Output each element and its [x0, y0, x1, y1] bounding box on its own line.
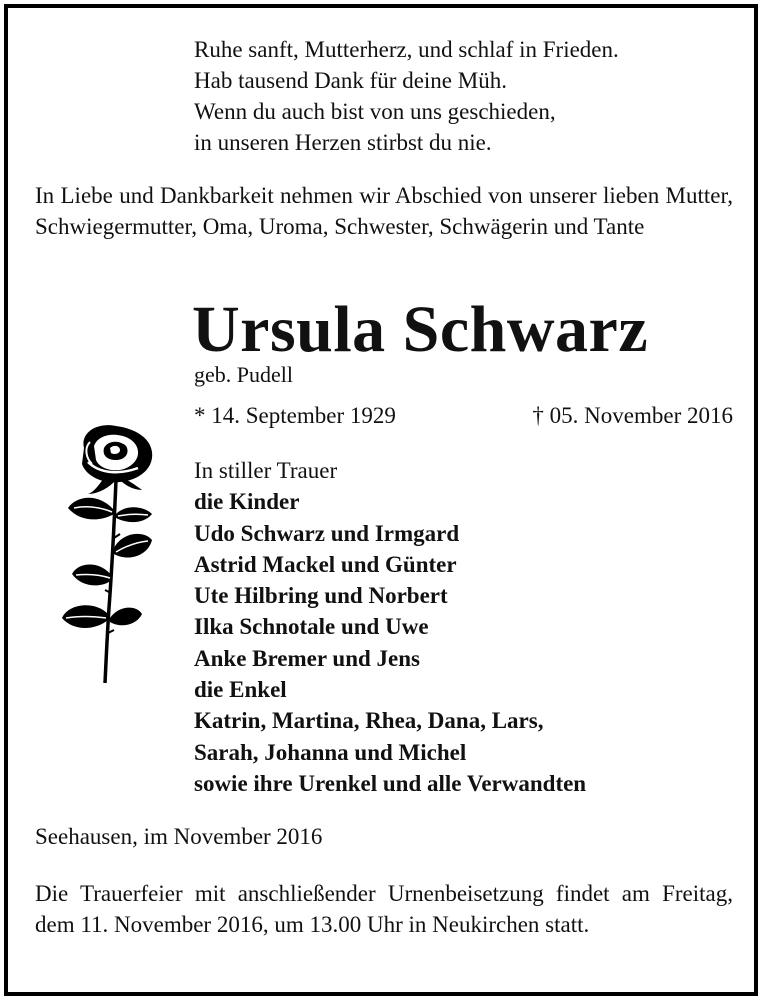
mourner-line: Sarah, Johanna und Michel: [194, 739, 467, 765]
mourner-line: Katrin, Martina, Rhea, Dana, Lars,: [194, 708, 544, 734]
ceremony-text: Die Trauerfeier mit anschließender Urnenbeisetzung findet am Freitag, dem 11. November 2016, um 13.00 Uhr in Neukirchen statt.: [35, 881, 733, 937]
obituary-notice: [4, 4, 758, 996]
intro-text: In Liebe und Dankbarkeit nehmen wir Abschied von unserer lieben Mutter, Schwiegermutter, Oma, Uroma, Schwester, Schwägerin und Tante: [35, 183, 733, 239]
place-date: Seehausen, im November 2016: [35, 824, 323, 849]
rose-icon: [54, 418, 154, 688]
maiden-name: geb. Pudell: [194, 362, 293, 387]
deceased-name: Ursula Schwarz: [192, 293, 649, 366]
mourner-line: Ute Hilbring und Norbert: [194, 583, 448, 609]
birth-date: * 14. September 1929: [194, 403, 396, 428]
mourner-line: sowie ihre Urenkel und alle Verwandten: [194, 770, 587, 796]
poem-line: Wenn du auch bist von uns geschieden,: [194, 99, 556, 124]
mourner-line: Anke Bremer und Jens: [194, 645, 420, 671]
poem: [194, 34, 619, 158]
poem-line: Ruhe sanft, Mutterherz, und schlaf in Frieden.: [194, 37, 619, 62]
mourner-line: Udo Schwarz und Irmgard: [194, 520, 460, 546]
poem-line: in unseren Herzen stirbst du nie.: [194, 130, 492, 155]
mourner-line: die Kinder: [194, 489, 300, 515]
mourner-line: die Enkel: [194, 677, 287, 703]
mourner-line: Ilka Schnotale und Uwe: [194, 614, 429, 640]
poem-line: Hab tausend Dank für deine Müh.: [194, 68, 507, 93]
death-date: † 05. November 2016: [532, 403, 733, 428]
mourner-line: Astrid Mackel und Günter: [194, 551, 457, 577]
mourners-heading: In stiller Trauer: [194, 458, 338, 483]
mourners-list: [194, 455, 586, 799]
